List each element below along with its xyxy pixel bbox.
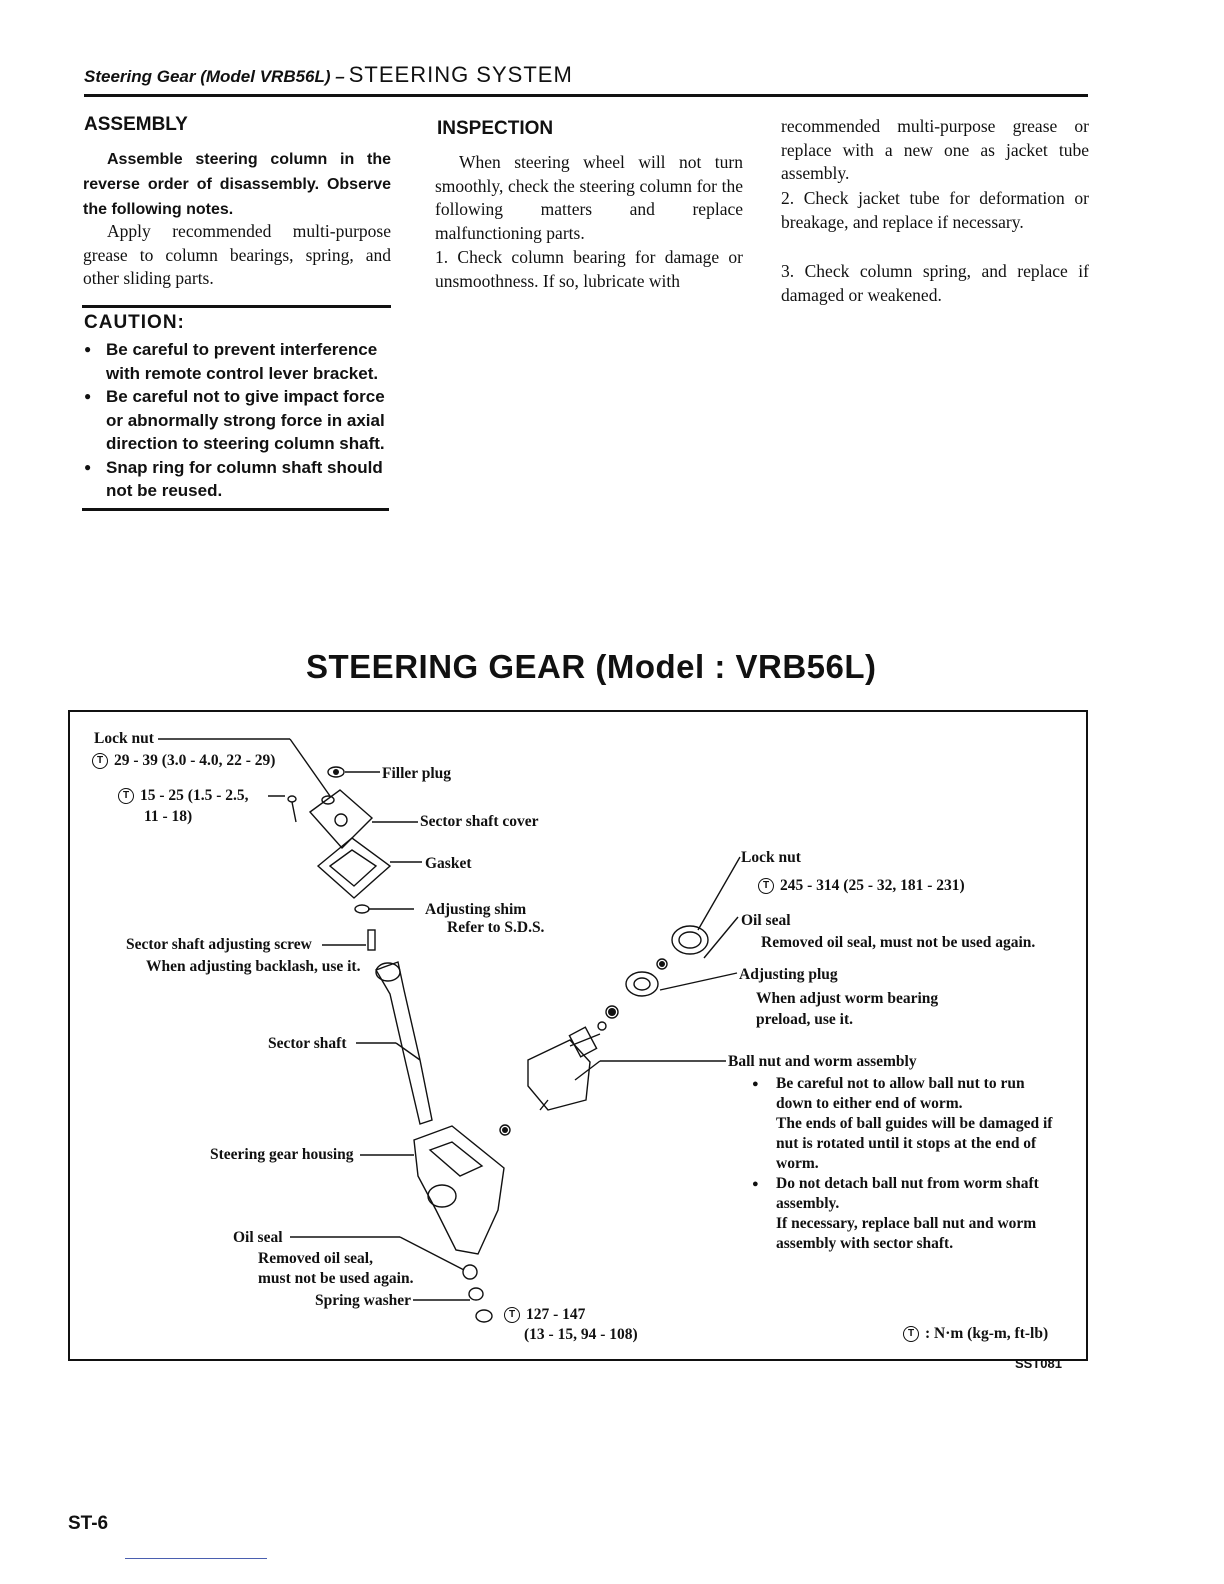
header-section: Steering Gear (Model VRB56L) –: [84, 67, 345, 86]
label-oil-seal-bottom-note-1: Removed oil seal,: [258, 1250, 373, 1267]
caution-item: ● Be careful to prevent interference with remote control lever bracket.: [84, 338, 394, 385]
bottom-rule: [125, 1558, 267, 1559]
section-title: STEERING GEAR (Model : VRB56L): [306, 648, 877, 685]
leader-oil-seal-right: [704, 917, 738, 958]
adjusting-screw-shape: [368, 930, 375, 950]
figure-code: SST081: [1015, 1356, 1062, 1371]
caution-item: ● Snap ring for column shaft should not be reused.: [84, 456, 394, 503]
label-adjusting-plug-note-2: preload, use it.: [756, 1011, 854, 1028]
spring-washer-shape: [469, 1288, 483, 1300]
label-bottom-torque-2: (13 - 15, 94 - 108): [524, 1326, 638, 1343]
label-filler-plug: Filler plug: [382, 765, 452, 782]
label-lock-nut-top-torque: T 29 - 39 (3.0 - 4.0, 22 - 29): [92, 752, 275, 770]
label-steering-gear-housing: Steering gear housing: [210, 1146, 354, 1163]
label-oil-seal-right-note: Removed oil seal, must not be used again.: [761, 934, 1036, 951]
ball-nut-note-1: ● Be careful not to allow ball nut to run down to either end of worm. The ends of ball guides will be damaged if nut is rotated until it stops at the end of worm.: [752, 1074, 1062, 1174]
label-sector-adjusting-screw: Sector shaft adjusting screw: [126, 936, 312, 953]
assembly-bold-paragraph: Assemble steering column in the reverse order of disassembly. Observe the following notes.: [83, 151, 391, 218]
col3-item-2: 2. Check jacket tube for deformation or breakage, and replace if necessary.: [781, 188, 1089, 232]
label-cover-bolt-torque: T 15 - 25 (1.5 - 2.5,: [118, 787, 249, 805]
torque-icon: T: [118, 788, 134, 804]
sector-cover-shape: [310, 790, 372, 848]
leader-lock-nut-right: [698, 857, 740, 930]
caution-heading: CAUTION:: [84, 312, 185, 333]
label-lock-nut-right: Lock nut: [741, 849, 801, 866]
label-adjusting-plug: Adjusting plug: [739, 966, 838, 983]
torque-icon: T: [903, 1326, 919, 1342]
label-oil-seal-bottom-note-2: must not be used again.: [258, 1270, 414, 1287]
gasket-shape: [318, 838, 390, 898]
label-sector-shaft: Sector shaft: [268, 1035, 347, 1052]
label-gasket: Gasket: [425, 855, 472, 872]
label-spring-washer: Spring washer: [315, 1292, 412, 1309]
inspection-heading: INSPECTION: [437, 118, 554, 139]
inspection-paragraph: When steering wheel will not turn smoothly, check the steering column for the following matters and replace malfunctioning parts.: [435, 152, 743, 243]
housing-shape: [414, 1126, 504, 1254]
label-lock-nut-right-torque: T 245 - 314 (25 - 32, 181 - 231): [758, 877, 965, 895]
leader-lock-nut-top-diag: [290, 739, 330, 796]
page-number: ST-6: [68, 1513, 109, 1534]
col3-paragraph: recommended multi-purpose grease or replace with a new one as jacket tube assembly.: [781, 116, 1089, 183]
header-system: STEERING SYSTEM: [348, 62, 573, 87]
label-adjusting-plug-note-1: When adjust worm bearing: [756, 990, 939, 1007]
label-sector-shaft-cover: Sector shaft cover: [420, 813, 539, 830]
oil-seal-bottom-shape: [463, 1265, 477, 1279]
col3-item-3: 3. Check column spring, and replace if damaged or weakened.: [781, 261, 1089, 305]
label-adjusting-shim: Adjusting shim: [425, 901, 527, 918]
inspection-item-1: 1. Check column bearing for damage or unsmoothness. If so, lubricate with: [435, 247, 743, 291]
assembly-heading: ASSEMBLY: [84, 114, 188, 135]
assembly-paragraph: Apply recommended multi-purpose grease to column bearings, spring, and other sliding parts.: [83, 221, 391, 288]
caution-item: ● Be careful not to give impact force or abnormally strong force in axial direction to steering column shaft.: [84, 385, 394, 456]
adjusting-plug-shape: [626, 972, 658, 996]
label-bottom-torque: T 127 - 147: [504, 1306, 585, 1324]
label-cover-bolt-torque-2: 11 - 18): [144, 808, 193, 825]
leader-adjusting-plug: [660, 973, 737, 990]
label-oil-seal-bottom: Oil seal: [233, 1229, 283, 1246]
label-oil-seal-right: Oil seal: [741, 912, 791, 929]
label-lock-nut-top: Lock nut: [94, 730, 154, 747]
unit-legend: T : N·m (kg-m, ft-lb): [903, 1325, 1048, 1343]
torque-icon: T: [504, 1307, 520, 1323]
label-adjusting-shim-note: Refer to S.D.S.: [447, 919, 545, 936]
torque-icon: T: [758, 878, 774, 894]
torque-icon: T: [92, 753, 108, 769]
label-ball-nut: Ball nut and worm assembly: [728, 1053, 917, 1070]
ball-nut-note-2: ● Do not detach ball nut from worm shaft assembly. If necessary, replace ball nut and worm assembly with sector shaft.: [752, 1174, 1062, 1254]
oil-seal-right-shape: [672, 926, 708, 954]
ball-nut-notes: [752, 1074, 1062, 1254]
label-sector-adjusting-screw-note: When adjusting backlash, use it.: [146, 958, 361, 975]
